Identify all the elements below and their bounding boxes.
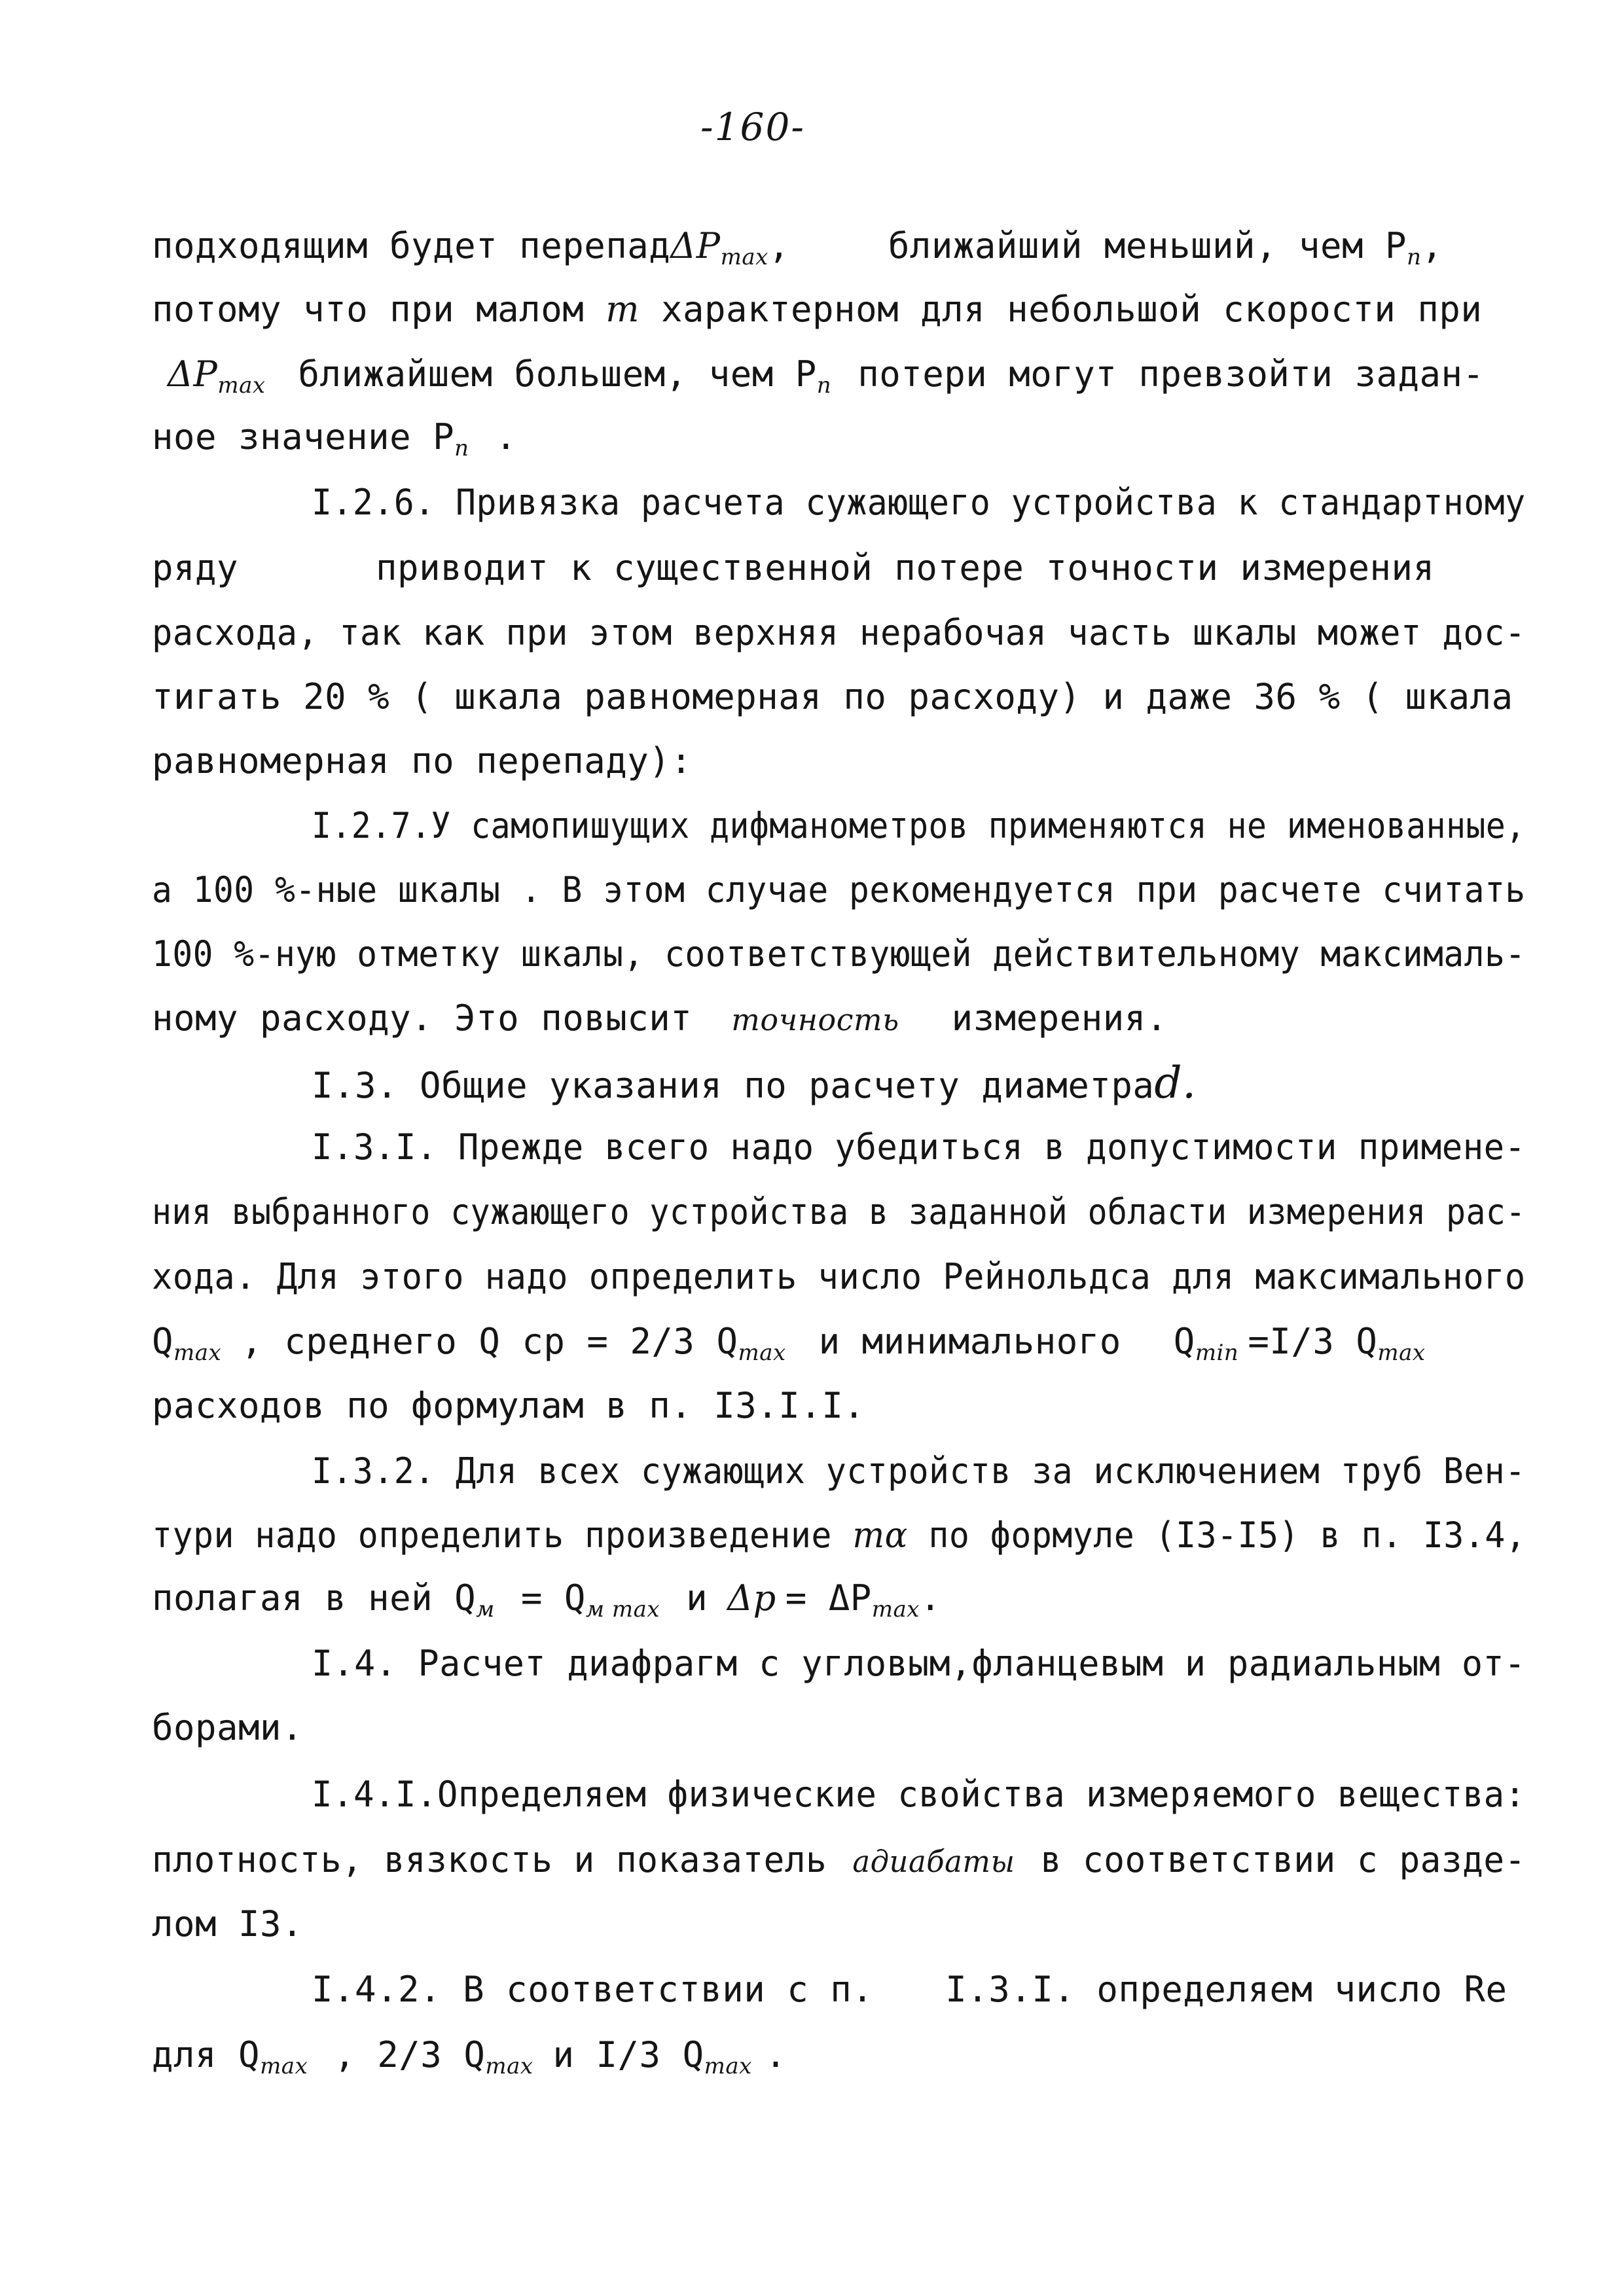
page-number: -160- <box>700 105 805 149</box>
subscript: n <box>1407 244 1422 270</box>
section-1-3-1-line-1: I.3.I. Прежде всего надо убедиться в допустимости примене- <box>312 1126 1526 1168</box>
section-1-3-1-line-2: ния выбранного сужающего устройства в заданной области измерения рас- <box>152 1191 1526 1232</box>
text-fragment: тури надо определить произведение <box>152 1515 832 1556</box>
text-fragment: характерном для небольшой скорости при <box>660 289 1483 330</box>
section-1-4-line-2: борами. <box>152 1707 304 1748</box>
m-symbol: m <box>605 289 640 330</box>
text-fragment: подходящим будет перепад <box>152 225 671 266</box>
text-fragment: ному расходу. Это повысит <box>152 997 693 1039</box>
section-1-4-1-line-3: лом I3. <box>152 1903 304 1945</box>
section-1-4-2-line-2 <box>152 2036 787 2086</box>
section-1-3-2-line-2 <box>152 1516 1526 1555</box>
paragraph-1-line-1 <box>152 226 1443 277</box>
paragraph-1-line-2 <box>152 290 1482 329</box>
paragraph-1-line-4 <box>152 418 517 468</box>
section-1-4-1-line-1: I.4.I.Определяем физические свойства измеряемого вещества: <box>312 1774 1526 1815</box>
subscript: max <box>738 1340 786 1366</box>
subscript: max <box>173 1340 222 1366</box>
text-fragment: . <box>495 416 517 457</box>
subscript: max <box>1377 1340 1426 1366</box>
text-fragment: , среднего Q ср = 2/3 Q <box>241 1321 738 1362</box>
section-1-4-1-line-2 <box>152 1840 1526 1881</box>
section-1-4-line-1: I.4. Расчет диафрагм с угловым,фланцевым и радиальным от- <box>312 1643 1526 1684</box>
text-fragment: в соответствии с разде- <box>1040 1839 1526 1880</box>
section-1-2-6-line-3: расхода, так как при этом верхняя нерабочая часть шкалы может дос- <box>152 612 1526 653</box>
text-fragment: ное значение P <box>152 416 455 457</box>
section-1-3-1-line-4 <box>152 1322 1426 1372</box>
text-fragment: приводит к существенной потере точности измерения <box>376 547 1435 588</box>
text-fragment: и минимального <box>818 1321 1121 1362</box>
text-fragment: = Q <box>520 1577 586 1619</box>
text-fragment: полагая в ней Q <box>152 1577 477 1619</box>
section-1-2-7-line-1: I.2.7.У самопишущих дифманометров применяются не именованные, <box>312 805 1526 846</box>
section-1-2-7-line-4 <box>152 999 1168 1039</box>
subscript: min <box>1195 1340 1239 1366</box>
text-fragment: I.3. Общие указания по расчету диаметра <box>312 1065 1155 1106</box>
text-fragment: Q <box>1173 1321 1195 1362</box>
text-fragment: плотность, вязкость и показатель <box>152 1839 827 1880</box>
section-1-3-2-line-1: I.3.2. Для всех сужающих устройств за исключением труб Вен- <box>312 1450 1526 1492</box>
subscript: max <box>704 2053 752 2079</box>
text-fragment: ближайший меньший, чем P <box>888 225 1407 266</box>
text-fragment: , 2/3 Q <box>334 2034 486 2075</box>
handwritten-symbol: d. <box>1154 1058 1197 1108</box>
delta-p-symbol: Δp <box>727 1577 776 1619</box>
section-1-2-6-line-4: тигать 20 % ( шкала равномерная по расходу) и даже 36 % ( шкала <box>152 676 1513 717</box>
subscript: n <box>816 372 832 399</box>
text-fragment: . <box>919 1577 941 1619</box>
section-1-3-1-line-5: расходов по формулам в п. I3.I.I. <box>152 1385 865 1426</box>
text-fragment: по формуле (I3-I5) в п. I3.4, <box>928 1515 1526 1556</box>
section-1-3-1-line-3: хода. Для этого надо определить число Рейнольдса для максимального <box>152 1256 1526 1297</box>
text-fragment: ряду <box>152 547 239 588</box>
m-alpha-symbol: mα <box>852 1515 908 1556</box>
text-fragment: для Q <box>152 2034 261 2075</box>
section-1-3-2-line-3 <box>152 1579 941 1629</box>
text-fragment: и <box>686 1577 708 1619</box>
section-1-2-6-line-1: I.2.6. Привязка расчета сужающего устройства к стандартному <box>312 482 1526 523</box>
text-fragment: Q <box>152 1321 174 1362</box>
delta-p-symbol: ΔP <box>168 353 218 395</box>
subscript: м <box>476 1596 495 1623</box>
text-fragment: и I/3 Q <box>552 2034 704 2075</box>
section-1-2-7-line-3: 100 %-ную отметку шкалы, соответствующей действительному максималь- <box>152 933 1526 975</box>
handwritten-word: адиабаты <box>852 1844 1015 1879</box>
text-fragment: ближайшем большем, чем P <box>298 353 817 395</box>
text-fragment: =I/3 Q <box>1248 1321 1378 1362</box>
subscript: max <box>260 2053 308 2079</box>
text-fragment: = ΔP <box>785 1577 872 1619</box>
section-1-2-6-line-5: равномерная по перепаду): <box>152 740 693 781</box>
subscript: max <box>871 1596 920 1623</box>
paragraph-1-line-3 <box>168 355 1485 405</box>
subscript: м max <box>585 1596 660 1623</box>
subscript: n <box>454 435 469 461</box>
text-fragment: потому что при малом <box>152 289 585 330</box>
handwritten-word: точность <box>731 1002 899 1037</box>
text-fragment: I.3.I. определяем число Re <box>945 1969 1507 2010</box>
text-fragment: измерения. <box>951 997 1168 1039</box>
text-fragment: . <box>765 2034 787 2075</box>
section-1-3-heading <box>312 1058 1197 1108</box>
section-1-2-7-line-2: а 100 %-ные шкалы . В этом случае рекомендуется при расчете считать <box>152 869 1526 910</box>
text-fragment: потери могут превзойти задан- <box>857 353 1485 395</box>
delta-p-symbol: ΔP <box>670 225 721 266</box>
section-1-4-2-line-1 <box>312 1970 1507 2009</box>
section-1-2-6-line-2 <box>152 548 1435 588</box>
text-fragment: , <box>768 225 790 266</box>
subscript: max <box>485 2053 533 2079</box>
subscript: max <box>217 372 266 399</box>
text-fragment: , <box>1421 225 1443 266</box>
subscript: max <box>720 244 768 270</box>
text-fragment: I.4.2. В соответствии с п. <box>312 1969 874 2010</box>
